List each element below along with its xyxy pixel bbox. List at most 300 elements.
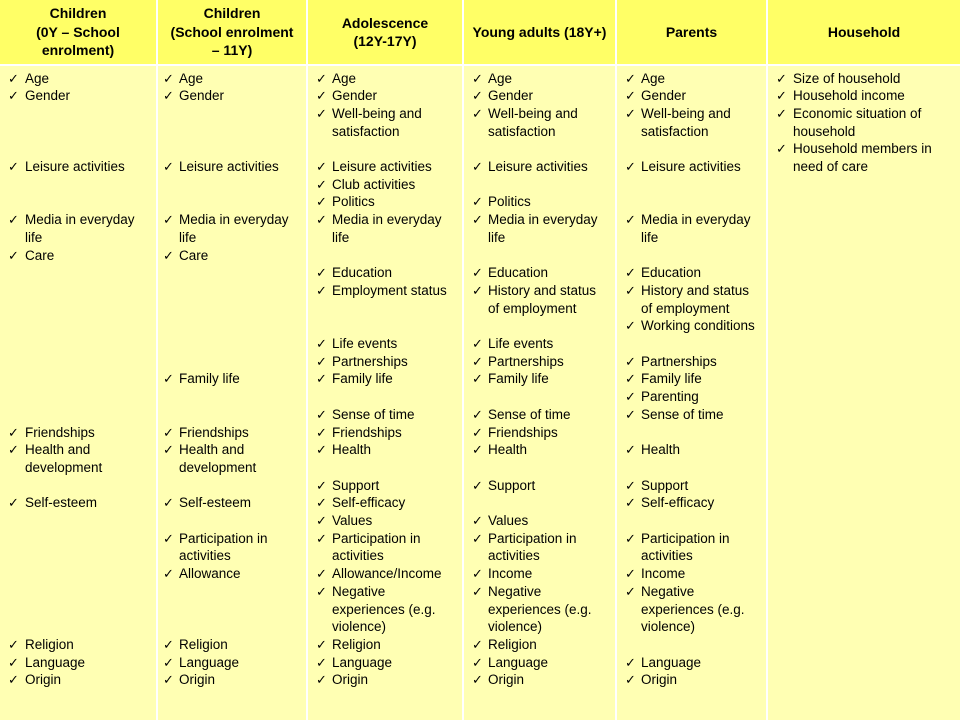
list-item [472,193,613,211]
item-text: Language [332,654,393,670]
list-item [163,158,304,176]
list-item [472,636,613,654]
item-text: Religion [25,636,74,652]
item-text: Friendships [25,424,95,440]
check-icon: ✓ [625,442,636,458]
list-item [8,211,154,246]
column-divider [156,0,158,720]
list-item [472,565,613,583]
list-item [316,654,460,672]
check-icon: ✓ [776,88,787,104]
item-text: Education [641,265,702,281]
item-text: Self-efficacy [332,495,406,511]
check-icon: ✓ [163,530,174,546]
list-item [316,353,460,371]
column-household [768,0,960,720]
check-icon: ✓ [625,371,636,387]
list-item [8,70,154,88]
item-text: Gender [179,88,225,104]
item-text: Gender [641,88,687,104]
item-text: Support [488,477,536,493]
item-text: Origin [641,672,678,688]
item-text: Negative experiences (e.g. violence) [641,583,745,635]
check-icon: ✓ [316,424,327,440]
list-item [625,264,764,282]
check-icon: ✓ [472,530,483,546]
column-header: Adolescence (12Y-17Y) [308,0,462,64]
check-icon: ✓ [8,442,19,458]
list-item [625,671,764,689]
item-text: Self-efficacy [641,495,715,511]
list-item [316,477,460,495]
list-item [625,583,764,636]
check-icon: ✓ [8,247,19,263]
check-icon: ✓ [8,88,19,104]
check-icon: ✓ [316,194,327,210]
list-item [472,282,613,317]
item-text: Well-being and satisfaction [641,105,731,139]
check-icon: ✓ [472,371,483,387]
item-text: Values [488,513,529,528]
item-text: Education [488,265,549,281]
list-item [316,105,460,140]
column-header: Young adults (18Y+) [464,0,615,64]
list-item [316,512,460,530]
item-text: History and status of employment [641,282,750,316]
list-item [625,654,764,672]
check-icon: ✓ [472,636,483,652]
list-item [776,140,958,175]
list-item [316,193,460,211]
column-parents [617,0,766,720]
list-item [472,87,613,105]
list-item [625,477,764,495]
item-text: Friendships [332,424,402,440]
item-text: Language [179,654,240,670]
check-icon: ✓ [316,672,327,688]
check-icon: ✓ [8,212,19,228]
column-header: Household [768,0,960,64]
list-item [316,583,460,636]
check-icon: ✓ [316,176,327,192]
check-icon: ✓ [163,636,174,652]
item-text: Leisure activities [332,159,432,174]
item-text: Employment status [332,282,447,298]
check-icon: ✓ [8,672,19,688]
list-item [625,530,764,565]
check-icon: ✓ [316,212,327,228]
item-text: Participation in activities [332,530,421,564]
list-item [8,636,154,654]
item-text: Well-being and satisfaction [332,105,422,139]
check-icon: ✓ [316,88,327,104]
list-item [472,353,613,371]
item-text: Language [25,654,86,670]
check-icon: ✓ [8,159,19,174]
list-item [163,494,304,512]
check-icon: ✓ [625,282,636,298]
list-item [625,494,764,512]
list-item [472,335,613,353]
column-header: Parents [617,0,766,64]
check-icon: ✓ [472,353,483,369]
check-icon: ✓ [316,371,327,387]
list-item [163,636,304,654]
item-text: Sense of time [488,406,571,422]
check-icon: ✓ [163,70,174,86]
item-text: Gender [488,88,534,104]
item-text: Support [332,477,380,493]
check-icon: ✓ [472,406,483,422]
list-item [625,370,764,388]
check-icon: ✓ [316,282,327,298]
list-item [316,441,460,459]
item-text: Friendships [488,424,558,440]
item-text: Negative experiences (e.g. violence) [332,583,436,635]
list-item [163,70,304,88]
check-icon: ✓ [625,70,636,86]
item-text: Age [641,70,666,86]
check-icon: ✓ [163,654,174,670]
check-icon: ✓ [163,247,174,263]
check-icon: ✓ [472,477,483,493]
item-text: Health and development [179,442,257,475]
item-text: Origin [25,672,62,688]
check-icon: ✓ [625,318,636,334]
item-text: Education [332,265,393,281]
check-icon: ✓ [472,88,483,104]
list-item [163,87,304,105]
item-text: Politics [332,194,375,210]
list-item [472,370,613,388]
item-text: Origin [179,672,216,688]
list-item [625,105,764,140]
item-text: Leisure activities [25,159,125,174]
check-icon: ✓ [625,672,636,688]
item-text: Life events [332,336,398,351]
list-item [625,353,764,371]
item-text: Media in everyday life [332,212,442,245]
check-icon: ✓ [625,88,636,104]
check-icon: ✓ [625,212,636,228]
check-icon: ✓ [625,654,636,670]
item-text: Family life [179,371,240,387]
item-text: Partnerships [641,353,717,369]
list-item [625,158,764,176]
list-item [776,105,958,140]
check-icon: ✓ [472,70,483,86]
list-item [316,264,460,282]
check-icon: ✓ [472,583,483,599]
check-icon: ✓ [472,424,483,440]
check-icon: ✓ [316,265,327,281]
list-item [8,87,154,105]
list-item [625,70,764,88]
column-young-adults [464,0,615,720]
check-icon: ✓ [625,477,636,493]
column-header: Children (School enrolment – 11Y) [158,0,306,64]
check-icon: ✓ [8,654,19,670]
check-icon: ✓ [316,442,327,458]
check-icon: ✓ [8,495,19,511]
item-text: Media in everyday life [25,212,135,245]
check-icon: ✓ [163,212,174,228]
column-divider [766,0,768,720]
list-item [472,264,613,282]
list-item [8,494,154,512]
list-item [163,530,304,565]
check-icon: ✓ [472,672,483,688]
item-text: Health and development [25,442,103,475]
item-text: Friendships [179,424,249,440]
check-icon: ✓ [625,530,636,546]
list-item [472,512,613,530]
item-text: Sense of time [332,406,415,422]
check-icon: ✓ [8,424,19,440]
item-text: Household income [793,88,905,104]
check-icon: ✓ [625,159,636,174]
list-item [316,565,460,583]
check-icon: ✓ [625,566,636,582]
check-icon: ✓ [316,636,327,652]
item-text: Leisure activities [179,159,279,174]
check-icon: ✓ [316,406,327,422]
item-text: Language [641,654,702,670]
column-adolescence [308,0,462,720]
column-children-0-school [0,0,156,720]
item-text: Religion [332,636,381,652]
list-item [625,211,764,246]
list-item [472,158,613,176]
item-text: Media in everyday life [179,212,289,245]
check-icon: ✓ [163,88,174,104]
check-icon: ✓ [776,70,787,86]
check-icon: ✓ [316,513,327,528]
item-text: Religion [179,636,228,652]
list-item [472,477,613,495]
item-text: Partnerships [332,353,408,369]
column-divider [615,0,617,720]
list-item [316,87,460,105]
item-text: Leisure activities [488,159,588,174]
list-item [625,388,764,406]
list-item [163,654,304,672]
column-header: Children (0Y – School enrolment) [0,0,156,64]
item-text: Participation in activities [179,530,268,564]
list-item [316,282,460,300]
list-item [316,406,460,424]
list-item [472,654,613,672]
item-text: Club activities [332,176,416,192]
list-item [472,406,613,424]
list-item [163,370,304,388]
check-icon: ✓ [316,495,327,511]
check-icon: ✓ [316,159,327,174]
item-text: Well-being and satisfaction [488,105,578,139]
list-item [316,335,460,353]
check-icon: ✓ [472,159,483,174]
list-item [472,70,613,88]
check-icon: ✓ [472,513,483,528]
check-icon: ✓ [8,636,19,652]
item-text: Leisure activities [641,159,741,174]
list-item [472,530,613,565]
item-text: Allowance/Income [332,566,442,582]
check-icon: ✓ [316,353,327,369]
item-text: Age [332,70,357,86]
check-icon: ✓ [163,672,174,688]
item-text: Family life [332,371,393,387]
check-icon: ✓ [776,141,787,157]
list-item [472,671,613,689]
item-text: Income [641,566,686,582]
item-text: Allowance [179,566,241,582]
item-text: Self-esteem [179,495,252,511]
list-item [163,565,304,583]
item-text: Language [488,654,549,670]
item-text: Family life [641,371,702,387]
list-item [8,671,154,689]
list-item [316,636,460,654]
list-item [316,370,460,388]
item-text: Care [179,247,209,263]
check-icon: ✓ [163,159,174,174]
item-text: Media in everyday life [488,212,598,245]
list-item [163,671,304,689]
list-item [625,317,764,335]
check-icon: ✓ [472,336,483,351]
item-text: Gender [332,88,378,104]
check-icon: ✓ [625,583,636,599]
item-text: Participation in activities [641,530,730,564]
item-text: Age [25,70,50,86]
item-text: Life events [488,336,554,351]
list-item [776,70,958,88]
check-icon: ✓ [163,424,174,440]
check-icon: ✓ [776,105,787,121]
item-text: Family life [488,371,549,387]
check-icon: ✓ [163,442,174,458]
item-text: Economic situation of household [793,105,922,139]
item-text: Health [641,442,681,458]
item-text: Size of household [793,70,901,86]
check-icon: ✓ [316,654,327,670]
list-item [625,406,764,424]
item-text: Health [332,442,372,458]
list-item [8,424,154,442]
list-item [316,70,460,88]
column-divider [462,0,464,720]
item-text: Sense of time [641,406,724,422]
item-text: Media in everyday life [641,212,751,245]
list-item [163,247,304,265]
list-item [163,424,304,442]
check-icon: ✓ [163,495,174,511]
item-text: Self-esteem [25,495,98,511]
item-text: Politics [488,194,531,210]
list-item [472,211,613,246]
check-icon: ✓ [472,654,483,670]
check-icon: ✓ [163,371,174,387]
item-text: Health [488,442,528,458]
item-text: Participation in activities [488,530,577,564]
check-icon: ✓ [316,566,327,582]
check-icon: ✓ [625,105,636,121]
check-icon: ✓ [8,70,19,86]
item-text: History and status of employment [488,282,597,316]
check-icon: ✓ [625,389,636,405]
item-text: Origin [332,672,369,688]
list-item [8,654,154,672]
list-item [625,565,764,583]
list-item [316,671,460,689]
list-item [625,87,764,105]
item-text: Negative experiences (e.g. violence) [488,583,592,635]
check-icon: ✓ [472,566,483,582]
list-item [316,424,460,442]
check-icon: ✓ [316,530,327,546]
item-text: Origin [488,672,525,688]
item-text: Values [332,513,373,528]
list-item [472,424,613,442]
item-text: Partnerships [488,353,564,369]
check-icon: ✓ [472,265,483,281]
check-icon: ✓ [472,282,483,298]
list-item [8,247,154,265]
item-text: Age [488,70,513,86]
list-item [8,158,154,176]
list-item [316,211,460,246]
item-text: Religion [488,636,537,652]
item-text: Parenting [641,389,699,405]
list-item [316,176,460,194]
item-text: Working conditions [641,318,755,334]
list-item [8,441,154,476]
check-icon: ✓ [472,194,483,210]
list-item [472,441,613,459]
item-text: Age [179,70,204,86]
check-icon: ✓ [316,336,327,351]
list-item [163,211,304,246]
list-item [776,87,958,105]
list-item [625,441,764,459]
check-icon: ✓ [316,583,327,599]
item-text: Support [641,477,689,493]
check-icon: ✓ [316,105,327,121]
list-item [472,583,613,636]
item-text: Household members in need of care [793,141,932,174]
check-icon: ✓ [625,406,636,422]
item-text: Income [488,566,533,582]
check-icon: ✓ [472,105,483,121]
check-icon: ✓ [625,265,636,281]
list-item [316,158,460,176]
check-icon: ✓ [472,212,483,228]
list-item [316,494,460,512]
item-text: Gender [25,88,71,104]
header-divider [0,64,960,66]
check-icon: ✓ [472,442,483,458]
check-icon: ✓ [163,566,174,582]
list-item [625,282,764,317]
column-divider [306,0,308,720]
list-item [163,441,304,476]
list-item [316,530,460,565]
check-icon: ✓ [625,353,636,369]
column-children-school-11 [158,0,306,720]
list-item [472,105,613,140]
check-icon: ✓ [316,477,327,493]
